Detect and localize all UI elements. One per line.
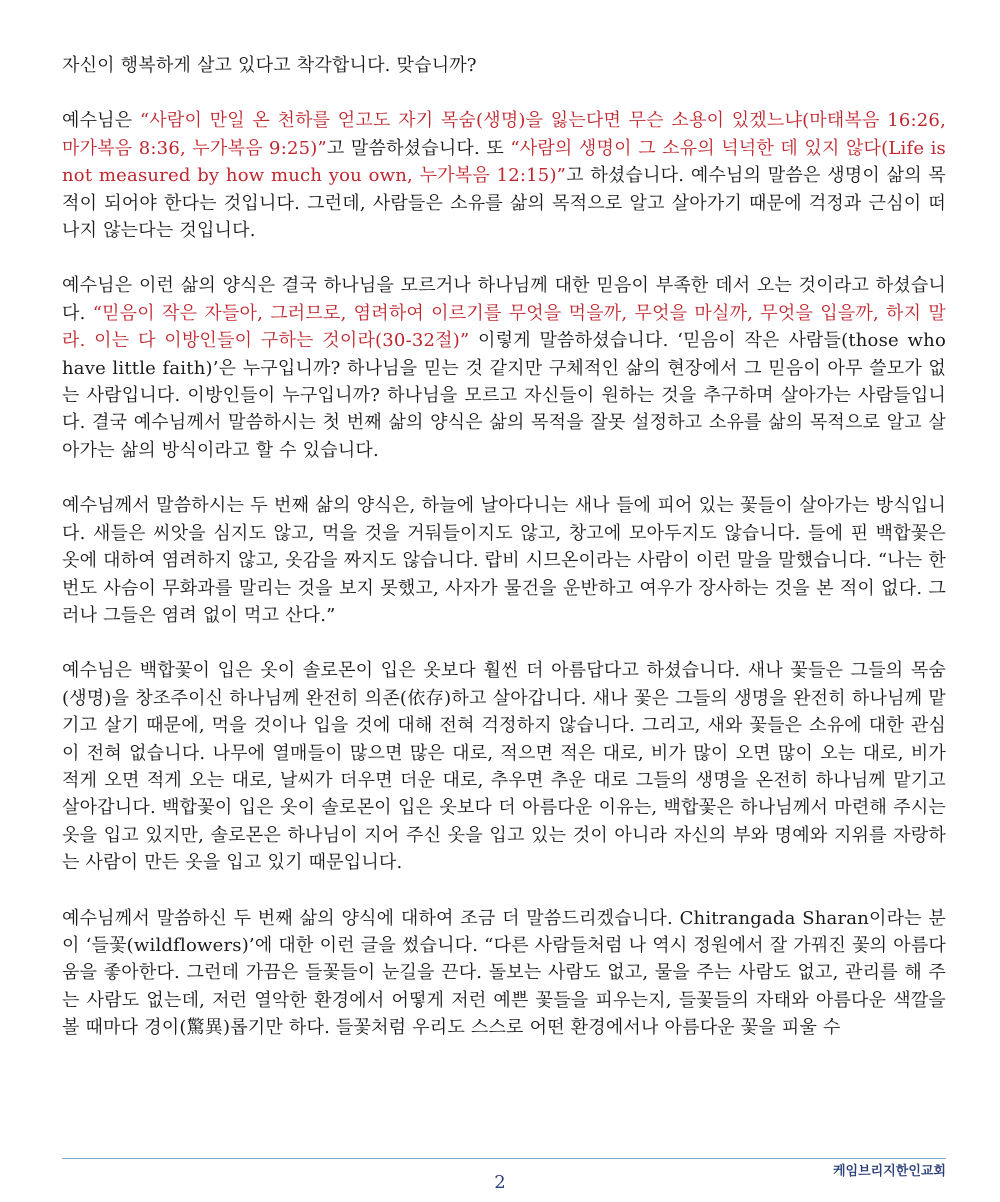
scripture-quote: “믿음이 작은 자들아, 그러므로, 염려하여 이르기를 무엇을 먹을까, 무엇을 마실까, 무엇을 입을까, 하지 말라. 이는 다 이방인들이 구하는 것이라(30-32절)” [62,302,946,352]
footer-divider [62,1158,946,1159]
text-run: 자신이 행복하게 살고 있다고 착각합니다. 맞습니까? [62,55,477,76]
text-run: 예수님께서 말씀하시는 두 번째 삶의 양식은, 하늘에 날아다니는 새나 들에 피어 있는 꽃들이 살아가는 방식입니다. 새들은 씨앗을 심지도 않고, 먹을 것을 거둬들이지도 않고, 창고에 모아두지도 않습니다. 들에 핀 백합꽃은 옷에 대하여 염려하지 않고, 옷감을 짜지도 않습니다. 랍비 시므온이라는 사람이 이런 말을 말했습니다. “나는 한 번도 사슴이 무화과를 말리는 것을 보지 못했고, 사자가 물건을 운반하고 여우가 장사하는 것을 본 적이 없다. 그러나 그들은 염려 없이 먹고 산다.” [62,495,946,626]
text-run: 예수님은 백합꽃이 입은 옷이 솔로몬이 입은 옷보다 훨씬 더 아름답다고 하셨습니다. 새나 꽃들은 그들의 목숨(생명)을 창조주이신 하나님께 완전히 의존(依存)하고 살아갑니다. 새나 꽃은 그들의 생명을 완전히 하나님께 맡기고 살기 때문에, 먹을 것이나 입을 것에 대해 전혀 걱정하지 않습니다. 그리고, 새와 꽃들은 소유에 대한 관심이 전혀 없습니다. 나무에 열매들이 많으면 많은 대로, 적으면 적은 대로, 비가 많이 오면 많이 오는 대로, 비가 적게 오면 적게 오는 대로, 날씨가 더우면 더운 대로, 추우면 추운 대로 그들의 생명을 온전히 하나님께 맡기고 살아갑니다. 백합꽃이 입은 옷이 솔로몬이 입은 옷보다 더 아름다운 이유는, 백합꽃은 하나님께서 마련해 주시는 옷을 입고 있지만, 솔로몬은 하나님이 지어 주신 옷을 입고 있는 것이 아니라 자신의 부와 명예와 지위를 자랑하는 사람이 만든 옷을 입고 있기 때문입니다. [62,660,946,874]
footer-church-name: 케임브리지한인교회 [832,1164,946,1179]
paragraph [62,52,946,79]
text-run: 예수님은 이런 삶의 양식은 결국 하나님을 모르거나 하나님께 대한 믿음이 부족한 데서 오는 것이라고 하셨습니다. [62,275,946,324]
text-run: 예수님은 [62,110,140,132]
paragraph [62,272,946,464]
paragraph [62,492,946,629]
paragraph [62,107,946,244]
paragraph [62,657,946,876]
scripture-quote: “사람이 만일 온 천하를 얻고도 자기 목숨(생명)을 잃는다면 무슨 소용이 있겠느냐(마태복음 16:26, 마가복음 8:36, 누가복음 9:25)” [62,110,946,159]
text-run: 이렇게 말씀하셨습니다. ‘믿음이 작은 사람들(those who have little faith)’은 누구입니까? 하나님을 믿는 것 같지만 구체적인 삶의 현장에서 그 믿음이 아무 쓸모가 없는 사람입니다. 이방인들이 누구입니까? 하나님을 모르고 자신들이 원하는 것을 추구하며 살아가는 사람들입니다. 결국 예수님께서 말씀하시는 첫 번째 삶의 양식은 삶의 목적을 잘못 설정하고 소유를 삶의 목적으로 알고 살아가는 삶의 방식이라고 할 수 있습니다. [62,330,946,461]
paragraph [62,905,946,1042]
text-run: 예수님께서 말씀하신 두 번째 삶의 양식에 대하여 조금 더 말씀드리겠습니다. Chitrangada Sharan이라는 분이 ‘들꽃(wildflowers)’에 대한 이런 글을 썼습니다. “다른 사람들처럼 나 역시 정원에서 잘 가꿔진 꽃의 아름다움을 좋아한다. 그런데 가끔은 들꽃들이 눈길을 끈다. 돌보는 사람도 없고, 물을 주는 사람도 없고, 관리를 해 주는 사람도 없는데, 저런 열악한 환경에서 어떻게 저런 예쁜 꽃들을 피우는지, 들꽃들의 자태와 아름다운 색깔을 볼 때마다 경이(驚異)롭기만 하다. 들꽃처럼 우리도 스스로 어떤 환경에서나 아름다운 꽃을 피울 수 [62,907,946,1039]
text-run: 고 하셨습니다. 예수님의 말씀은 생명이 삶의 목적이 되어야 한다는 것입니다. 그런데, 사람들은 소유를 삶의 목적으로 알고 살아가기 때문에 걱정과 근심이 떠나지 않는다는 것입니다. [62,165,947,242]
sermon-body [62,52,946,1070]
scripture-quote: “사람의 생명이 그 소유의 넉넉한 데 있지 않다(Life is not measured by how much you own, 누가복음 12:15)” [62,137,946,187]
page-number: 2 [494,1172,506,1193]
text-run: 고 말씀하셨습니다. 또 [326,137,511,159]
